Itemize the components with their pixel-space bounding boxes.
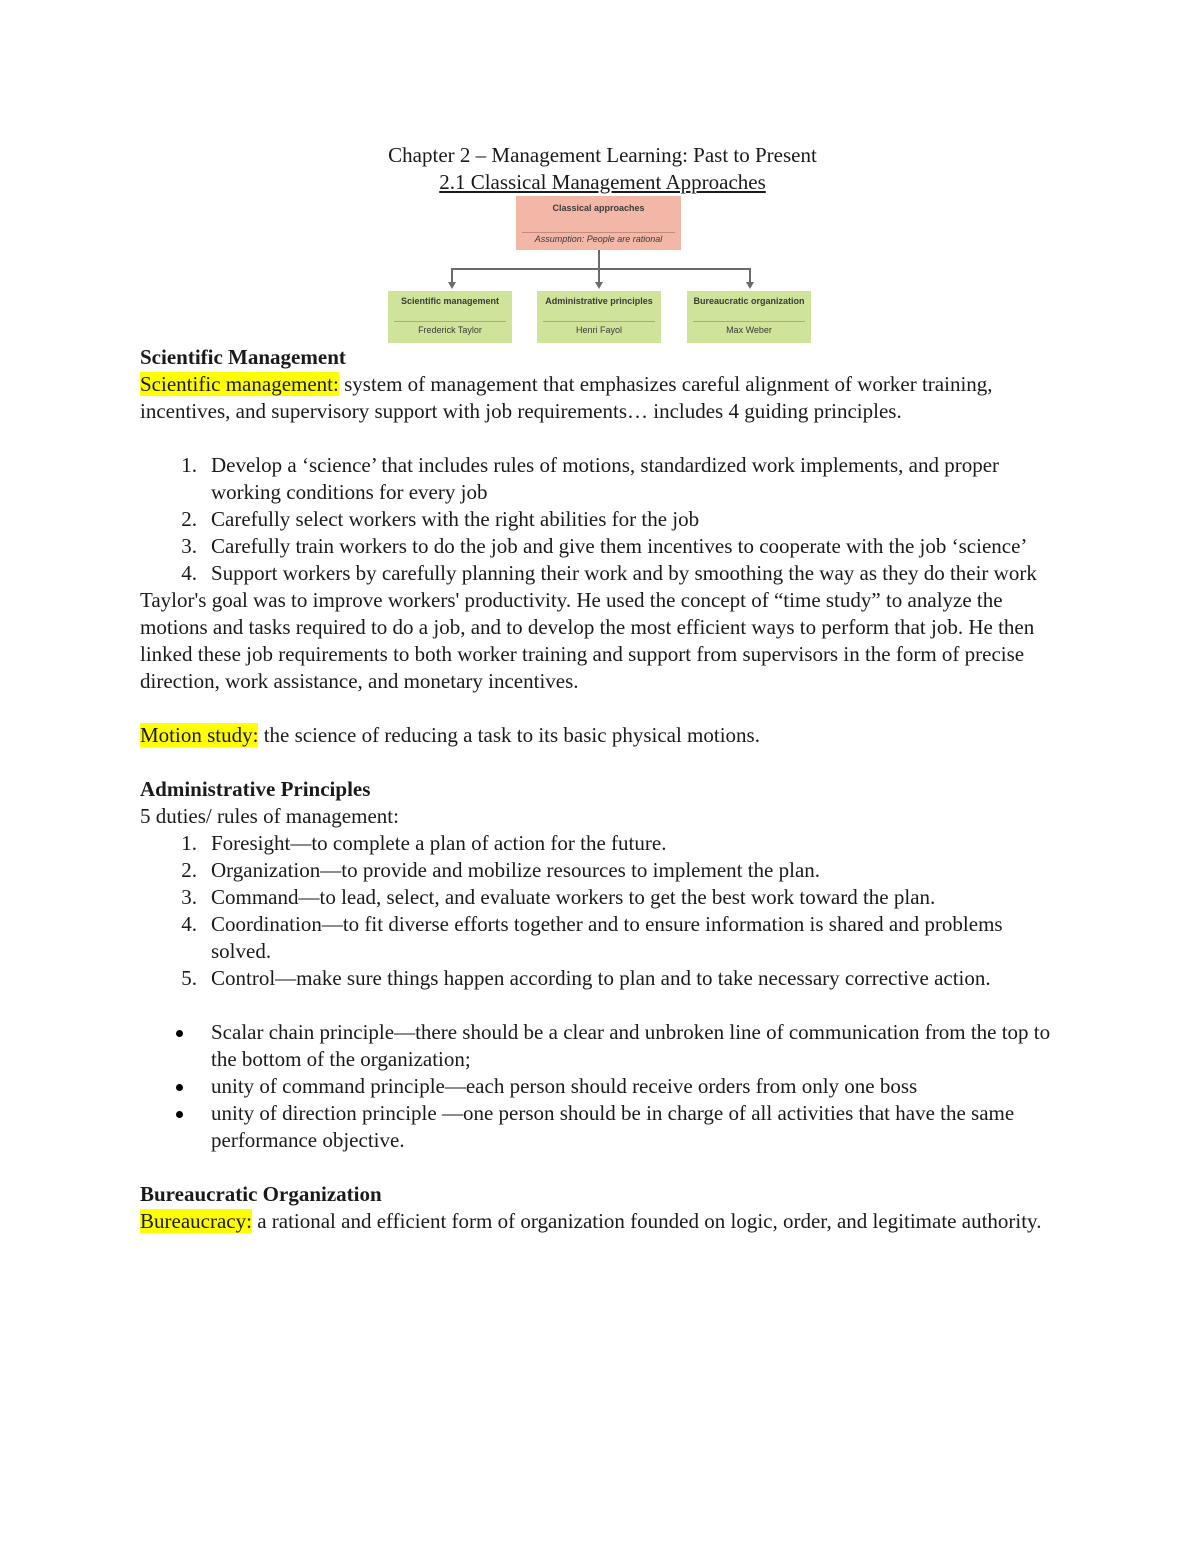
diagram-box-bureaucratic <box>687 291 811 343</box>
list-item: 1. Foresight—to complete a plan of action for the future. <box>181 831 667 855</box>
diagram-top-subtitle: Assumption: People are rational <box>534 234 663 244</box>
diagram-box-person: Max Weber <box>726 325 772 335</box>
diagram-box-title: Bureaucratic organization <box>693 296 805 306</box>
scientific-principles-list <box>140 452 1065 587</box>
section-title: 2.1 Classical Management Approaches <box>439 170 766 194</box>
diagram-top-title: Classical approaches <box>552 203 645 213</box>
scientific-definition-paragraph <box>140 371 1065 425</box>
bullet-icon <box>176 1111 183 1118</box>
administrative-duties-list <box>140 830 1065 992</box>
diagram-box-person: Henri Fayol <box>575 325 622 335</box>
list-item: 3. Carefully train workers to do the job and give them incentives to cooperate with the job ‘science’ <box>181 534 1028 558</box>
administrative-principles-list <box>140 1019 1065 1154</box>
list-item: 3. Command—to lead, select, and evaluate workers to get the best work toward the plan. <box>181 885 936 909</box>
document-page <box>140 142 1065 1235</box>
diagram-box-title: Administrative principles <box>545 296 653 306</box>
list-item: 2. Carefully select workers with the right abilities for the job <box>181 507 700 531</box>
motion-study-definition: the science of reducing a task to its basic physical motions. <box>258 723 760 747</box>
bureaucracy-definition: a rational and efficient form of organization founded on logic, order, and legitimate authority. <box>251 1209 1042 1233</box>
classical-approaches-diagram <box>140 196 1065 344</box>
scientific-term: Scientific management: <box>140 372 339 396</box>
scientific-heading: Scientific Management <box>140 345 346 369</box>
bureaucratic-heading: Bureaucratic Organization <box>140 1182 382 1206</box>
list-item: 5. Control—make sure things happen according to plan and to take necessary corrective action. <box>181 966 991 990</box>
list-item: 4. Support workers by carefully planning their work and by smoothing the way as they do their work <box>181 561 1037 585</box>
list-item: 4. Coordination—to fit diverse efforts together and to ensure information is shared and problems solved. <box>181 912 1003 963</box>
motion-study-paragraph <box>140 722 1065 749</box>
scientific-definition: system of management that emphasizes careful alignment of worker training, incentives, and supervisory support with job requirements… includes 4 guiding principles. <box>140 372 993 423</box>
diagram-box-scientific <box>388 291 512 343</box>
diagram-box-title: Scientific management <box>400 296 500 306</box>
administrative-intro: 5 duties/ rules of management: <box>140 804 399 828</box>
list-item: 2. Organization—to provide and mobilize resources to implement the plan. <box>181 858 821 882</box>
list-item: unity of direction principle —one person should be in charge of all activities that have the same performance objective. <box>140 1100 1065 1154</box>
list-item: unity of command principle—each person should receive orders from only one boss <box>140 1073 1065 1100</box>
bullet-icon <box>176 1030 183 1037</box>
list-item: Scalar chain principle—there should be a clear and unbroken line of communication from the top to the bottom of the organization; <box>140 1019 1065 1073</box>
list-item: 1. Develop a ‘science’ that includes rules of motions, standardized work implements, and proper working conditions for every job <box>181 453 1000 504</box>
bureaucracy-paragraph <box>140 1208 1065 1235</box>
administrative-heading: Administrative Principles <box>140 777 371 801</box>
bullet-icon <box>176 1084 183 1091</box>
diagram-box-person: Frederick Taylor <box>418 325 482 335</box>
bureaucracy-term: Bureaucracy: <box>140 1209 252 1233</box>
chapter-title: Chapter 2 – Management Learning: Past to Present <box>388 143 817 167</box>
diagram-box-administrative <box>537 291 661 343</box>
motion-study-term: Motion study: <box>140 723 259 747</box>
taylor-paragraph: Taylor's goal was to improve workers' productivity. He used the concept of “time study” to analyze the motions and tasks required to do a job, and to develop the most efficient ways to perform that job. He then linked these job requirements to both worker training and support from supervisors in the form of precise direction, work assistance, and monetary incentives. <box>140 588 1035 693</box>
diagram-top-box <box>516 196 681 250</box>
